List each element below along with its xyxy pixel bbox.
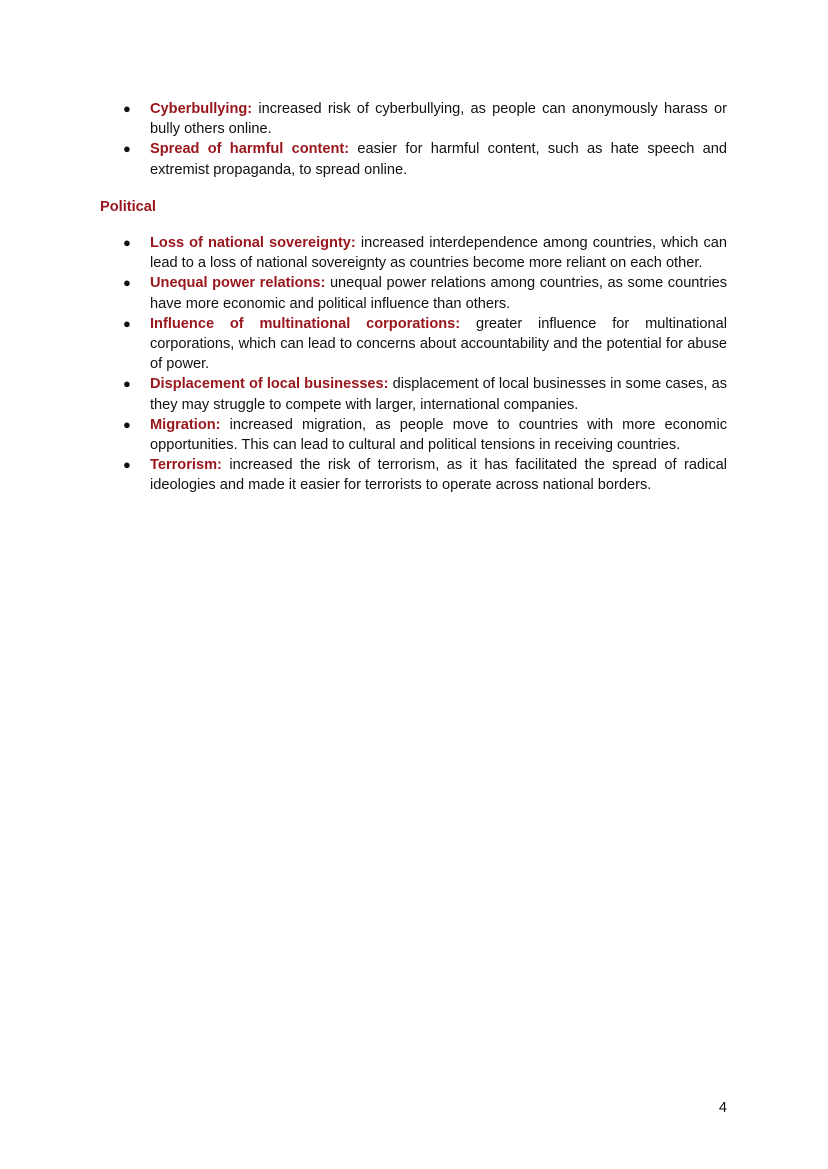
list-item-harmful-content: [123, 139, 727, 179]
item-term: Unequal power relations:: [150, 275, 326, 292]
item-text: increased risk of cyberbullying, as people can anonymously harass or bully others online.: [150, 101, 727, 138]
item-text: displacement of local businesses in some cases, as they may struggle to compete with larger, international companies.: [150, 376, 727, 413]
item-text: increased migration, as people move to countries with more economic opportunities. This can lead to cultural and political tensions in receiving countries.: [150, 416, 727, 454]
bullet-icon: ●: [123, 275, 131, 291]
item-term: Influence of multinational corporations:: [150, 315, 461, 332]
bullet-icon: ●: [123, 315, 131, 331]
list-item-sovereignty: [123, 233, 727, 273]
item-term: Cyberbullying:: [150, 101, 253, 117]
bullet-icon: ●: [123, 235, 131, 250]
item-term: Migration:: [150, 416, 221, 433]
bullet-icon: ●: [123, 101, 131, 116]
item-text: greater influence for multinational corporations, which can lead to concerns about accountability and the potential for abuse of power.: [150, 315, 728, 373]
item-term: Spread of harmful content:: [150, 141, 350, 158]
list-item-terrorism: [123, 455, 727, 495]
bullet-icon: ●: [123, 457, 131, 473]
item-text: unequal power relations among countries, as some countries have more economic and political influence than others.: [150, 275, 727, 312]
bullet-icon: ●: [123, 141, 131, 157]
list-item-local-businesses: [123, 374, 727, 414]
list-item-multinationals: [123, 314, 728, 375]
item-term: Terrorism:: [150, 457, 222, 474]
list-item-migration: [123, 415, 727, 455]
item-term: Displacement of local businesses:: [150, 376, 389, 393]
list-item-cyberbullying: [123, 99, 727, 139]
item-text: easier for harmful content, such as hate speech and extremist propaganda, to spread online.: [150, 141, 727, 178]
bullet-list-political: [123, 233, 728, 496]
page-number: 4: [718, 1100, 727, 1116]
list-item-power-relations: [123, 273, 727, 313]
bullet-icon: ●: [123, 376, 131, 392]
section-heading-political: Political: [100, 199, 156, 215]
bullet-list-online-risks: [123, 99, 727, 180]
item-text: increased the risk of terrorism, as it has facilitated the spread of radical ideologies and made it easier for terrorists to operate across national borders.: [150, 457, 727, 494]
item-text: increased interdependence among countries, which can lead to a loss of national sovereignty as countries become more reliant on each other.: [150, 235, 727, 272]
bullet-icon: ●: [123, 416, 131, 432]
item-term: Loss of national sovereignty:: [150, 235, 356, 251]
